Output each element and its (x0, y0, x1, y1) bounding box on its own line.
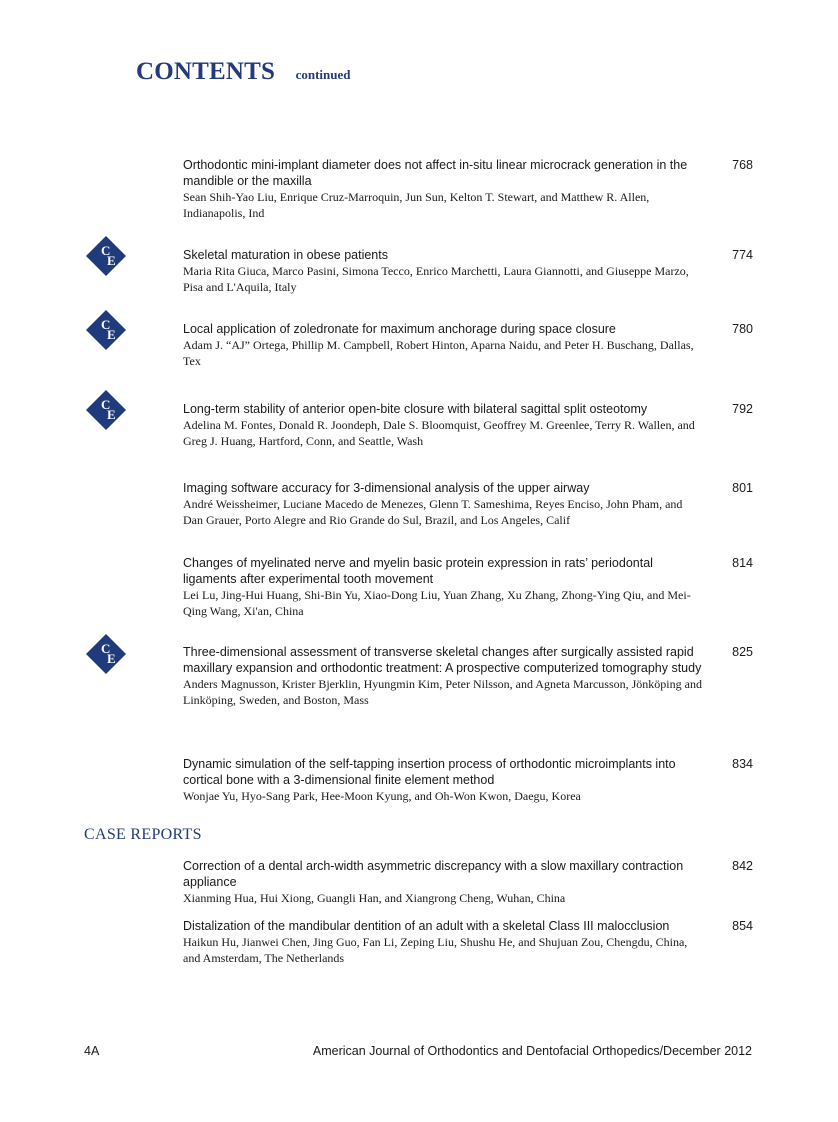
badge-letter-e: E (107, 253, 116, 268)
page-number[interactable]: 792 (732, 402, 753, 416)
article-title[interactable]: Distalization of the mandibular dentition of an adult with a skeletal Class III malocclusion (183, 919, 670, 933)
page-number[interactable]: 834 (732, 757, 753, 771)
footer-page-label: 4A (84, 1044, 100, 1058)
article-title[interactable]: Skeletal maturation in obese patients (183, 248, 388, 262)
article-authors: Sean Shih-Yao Liu, Enrique Cruz-Marroquin, Jun Sun, Kelton T. Stewart, and Matthew R. Allen, Indianapolis, Ind (183, 190, 650, 220)
badge-letter-c: C (101, 243, 111, 258)
toc-entry[interactable] (183, 247, 753, 295)
section-heading-case-reports: CASE REPORTS (84, 826, 202, 843)
page-number[interactable]: 842 (732, 859, 753, 873)
continuing-education-icon (86, 310, 126, 350)
article-authors: Wonjae Yu, Hyo-Sang Park, Hee-Moon Kyung, and Oh-Won Kwon, Daegu, Korea (183, 789, 581, 803)
article-authors: Maria Rita Giuca, Marco Pasini, Simona Tecco, Enrico Marchetti, Laura Giannotti, and Giuseppe Marzo, Pisa and L'Aquila, Italy (183, 264, 689, 294)
article-title[interactable]: Dynamic simulation of the self-tapping insertion process of orthodontic microimplants into cortical bone with a 3-dimensional finite element method (183, 757, 676, 787)
article-authors: Anders Magnusson, Krister Bjerklin, Hyungmin Kim, Peter Nilsson, and Agneta Marcusson, Jönköping and Linköping, Sweden, and Boston, Mass (183, 677, 702, 707)
page-number[interactable]: 780 (732, 322, 753, 336)
page-number[interactable]: 768 (732, 158, 753, 172)
toc-entry[interactable] (183, 918, 753, 966)
page-number[interactable]: 774 (732, 248, 753, 262)
article-authors: Xianming Hua, Hui Xiong, Guangli Han, and Xiangrong Cheng, Wuhan, China (183, 891, 566, 905)
article-authors: André Weissheimer, Luciane Macedo de Menezes, Glenn T. Sameshima, Reyes Enciso, John Pham, and Dan Grauer, Porto Alegre and Rio Grande do Sul, Brazil, and Los Angeles, Calif (183, 497, 683, 527)
article-title[interactable]: Imaging software accuracy for 3-dimensional analysis of the upper airway (183, 481, 590, 495)
continuing-education-icon (86, 236, 126, 276)
page-number[interactable]: 825 (732, 645, 753, 659)
toc-entry[interactable] (183, 555, 753, 619)
toc-entry[interactable] (183, 321, 753, 369)
page-header (136, 58, 351, 86)
badge-letter-c: C (101, 641, 111, 656)
article-authors: Lei Lu, Jing-Hui Huang, Shi-Bin Yu, Xiao-Dong Liu, Yuan Zhang, Xu Zhang, Zhong-Ying Qiu, and Mei-Qing Wang, Xi'an, China (183, 588, 691, 618)
article-authors: Adam J. “AJ” Ortega, Phillip M. Campbell, Robert Hinton, Aparna Naidu, and Peter H. Buschang, Dallas, Tex (183, 338, 694, 368)
toc-entry[interactable] (183, 756, 753, 804)
page-number[interactable]: 854 (732, 919, 753, 933)
continuing-education-icon (86, 634, 126, 674)
toc-entry[interactable] (183, 858, 753, 906)
toc-entry[interactable] (183, 480, 753, 528)
article-title[interactable]: Correction of a dental arch-width asymmetric discrepancy with a slow maxillary contraction appliance (183, 859, 684, 889)
toc-entry[interactable] (183, 157, 753, 221)
badge-letter-c: C (101, 317, 111, 332)
article-title[interactable]: Three-dimensional assessment of transverse skeletal changes after surgically assisted rapid maxillary expansion and orthodontic treatment: A prospective computerized tomography study (183, 645, 702, 675)
badge-letter-e: E (107, 651, 116, 666)
article-title[interactable]: Orthodontic mini-implant diameter does not affect in-situ linear microcrack generation in the mandible or the maxilla (183, 158, 688, 188)
article-title[interactable]: Long-term stability of anterior open-bite closure with bilateral sagittal split osteotomy (183, 402, 648, 416)
toc-entry[interactable] (183, 401, 753, 449)
page-number[interactable]: 801 (732, 481, 753, 495)
article-title[interactable]: Local application of zoledronate for maximum anchorage during space closure (183, 322, 616, 336)
page-number[interactable]: 814 (732, 556, 753, 570)
badge-letter-e: E (107, 327, 116, 342)
badge-letter-e: E (107, 407, 116, 422)
toc-entry[interactable] (183, 644, 753, 708)
footer-journal: American Journal of Orthodontics and Dentofacial Orthopedics/December 2012 (312, 1044, 752, 1058)
badge-letter-c: C (101, 397, 111, 412)
article-authors: Adelina M. Fontes, Donald R. Joondeph, Dale S. Bloomquist, Geoffrey M. Greenlee, Terry R. Wallen, and Greg J. Huang, Hartford, Conn, and Seattle, Wash (183, 418, 695, 448)
article-title[interactable]: Changes of myelinated nerve and myelin basic protein expression in rats’ periodontal ligaments after experimental tooth movement (183, 556, 653, 586)
page-subtitle: continued (295, 67, 351, 82)
continuing-education-icon (86, 390, 126, 430)
article-authors: Haikun Hu, Jianwei Chen, Jing Guo, Fan Li, Zeping Liu, Shushu He, and Shujuan Zou, Chengdu, China, and Amsterdam, The Netherlands (183, 935, 688, 965)
page-title: CONTENTS (136, 58, 276, 85)
